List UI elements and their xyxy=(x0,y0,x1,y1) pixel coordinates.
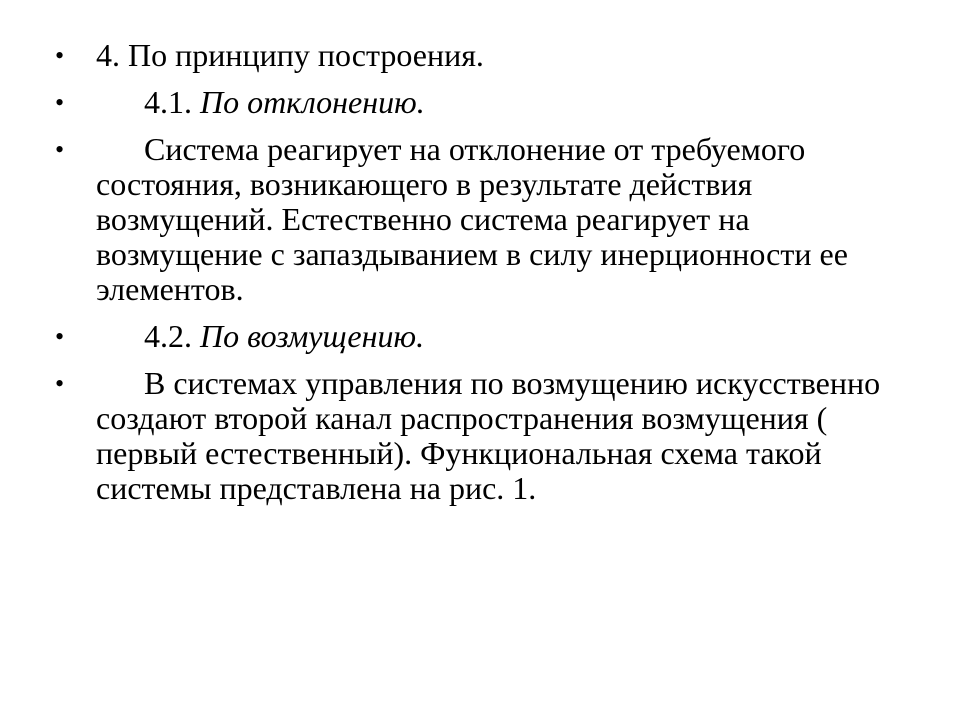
subheading-number: 4.1. xyxy=(144,84,200,120)
bullet-list xyxy=(55,38,915,518)
subheading-title: По отклонению. xyxy=(200,84,425,120)
bullet-icon: • xyxy=(55,135,65,164)
bullet-icon: • xyxy=(55,322,65,351)
paragraph-text: В системах управления по возмущению искусственно создают второй канал распространения возмущения ( первый естественный). Функциональная схема такой системы представлена на рис. 1. xyxy=(96,365,881,506)
paragraph-text: Система реагирует на отклонение от требуемого состояния, возникающего в результате действия возмущений. Естественно система реагирует на возмущение с запаздыванием в силу инерционности ее элементов. xyxy=(96,131,848,307)
bullet-icon: • xyxy=(55,88,65,117)
list-item-paragraph-deviation xyxy=(55,132,915,307)
bullet-icon: • xyxy=(55,369,65,398)
list-item-paragraph-disturbance xyxy=(55,366,915,506)
subheading-title: По возмущению. xyxy=(200,318,425,354)
list-item-heading xyxy=(55,38,915,73)
subheading-number: 4.2. xyxy=(144,318,200,354)
list-item-subheading-disturbance xyxy=(55,319,915,354)
list-item-subheading-deviation xyxy=(55,85,915,120)
heading-text: 4. По принципу построения. xyxy=(96,37,484,73)
bullet-icon: • xyxy=(55,41,65,70)
